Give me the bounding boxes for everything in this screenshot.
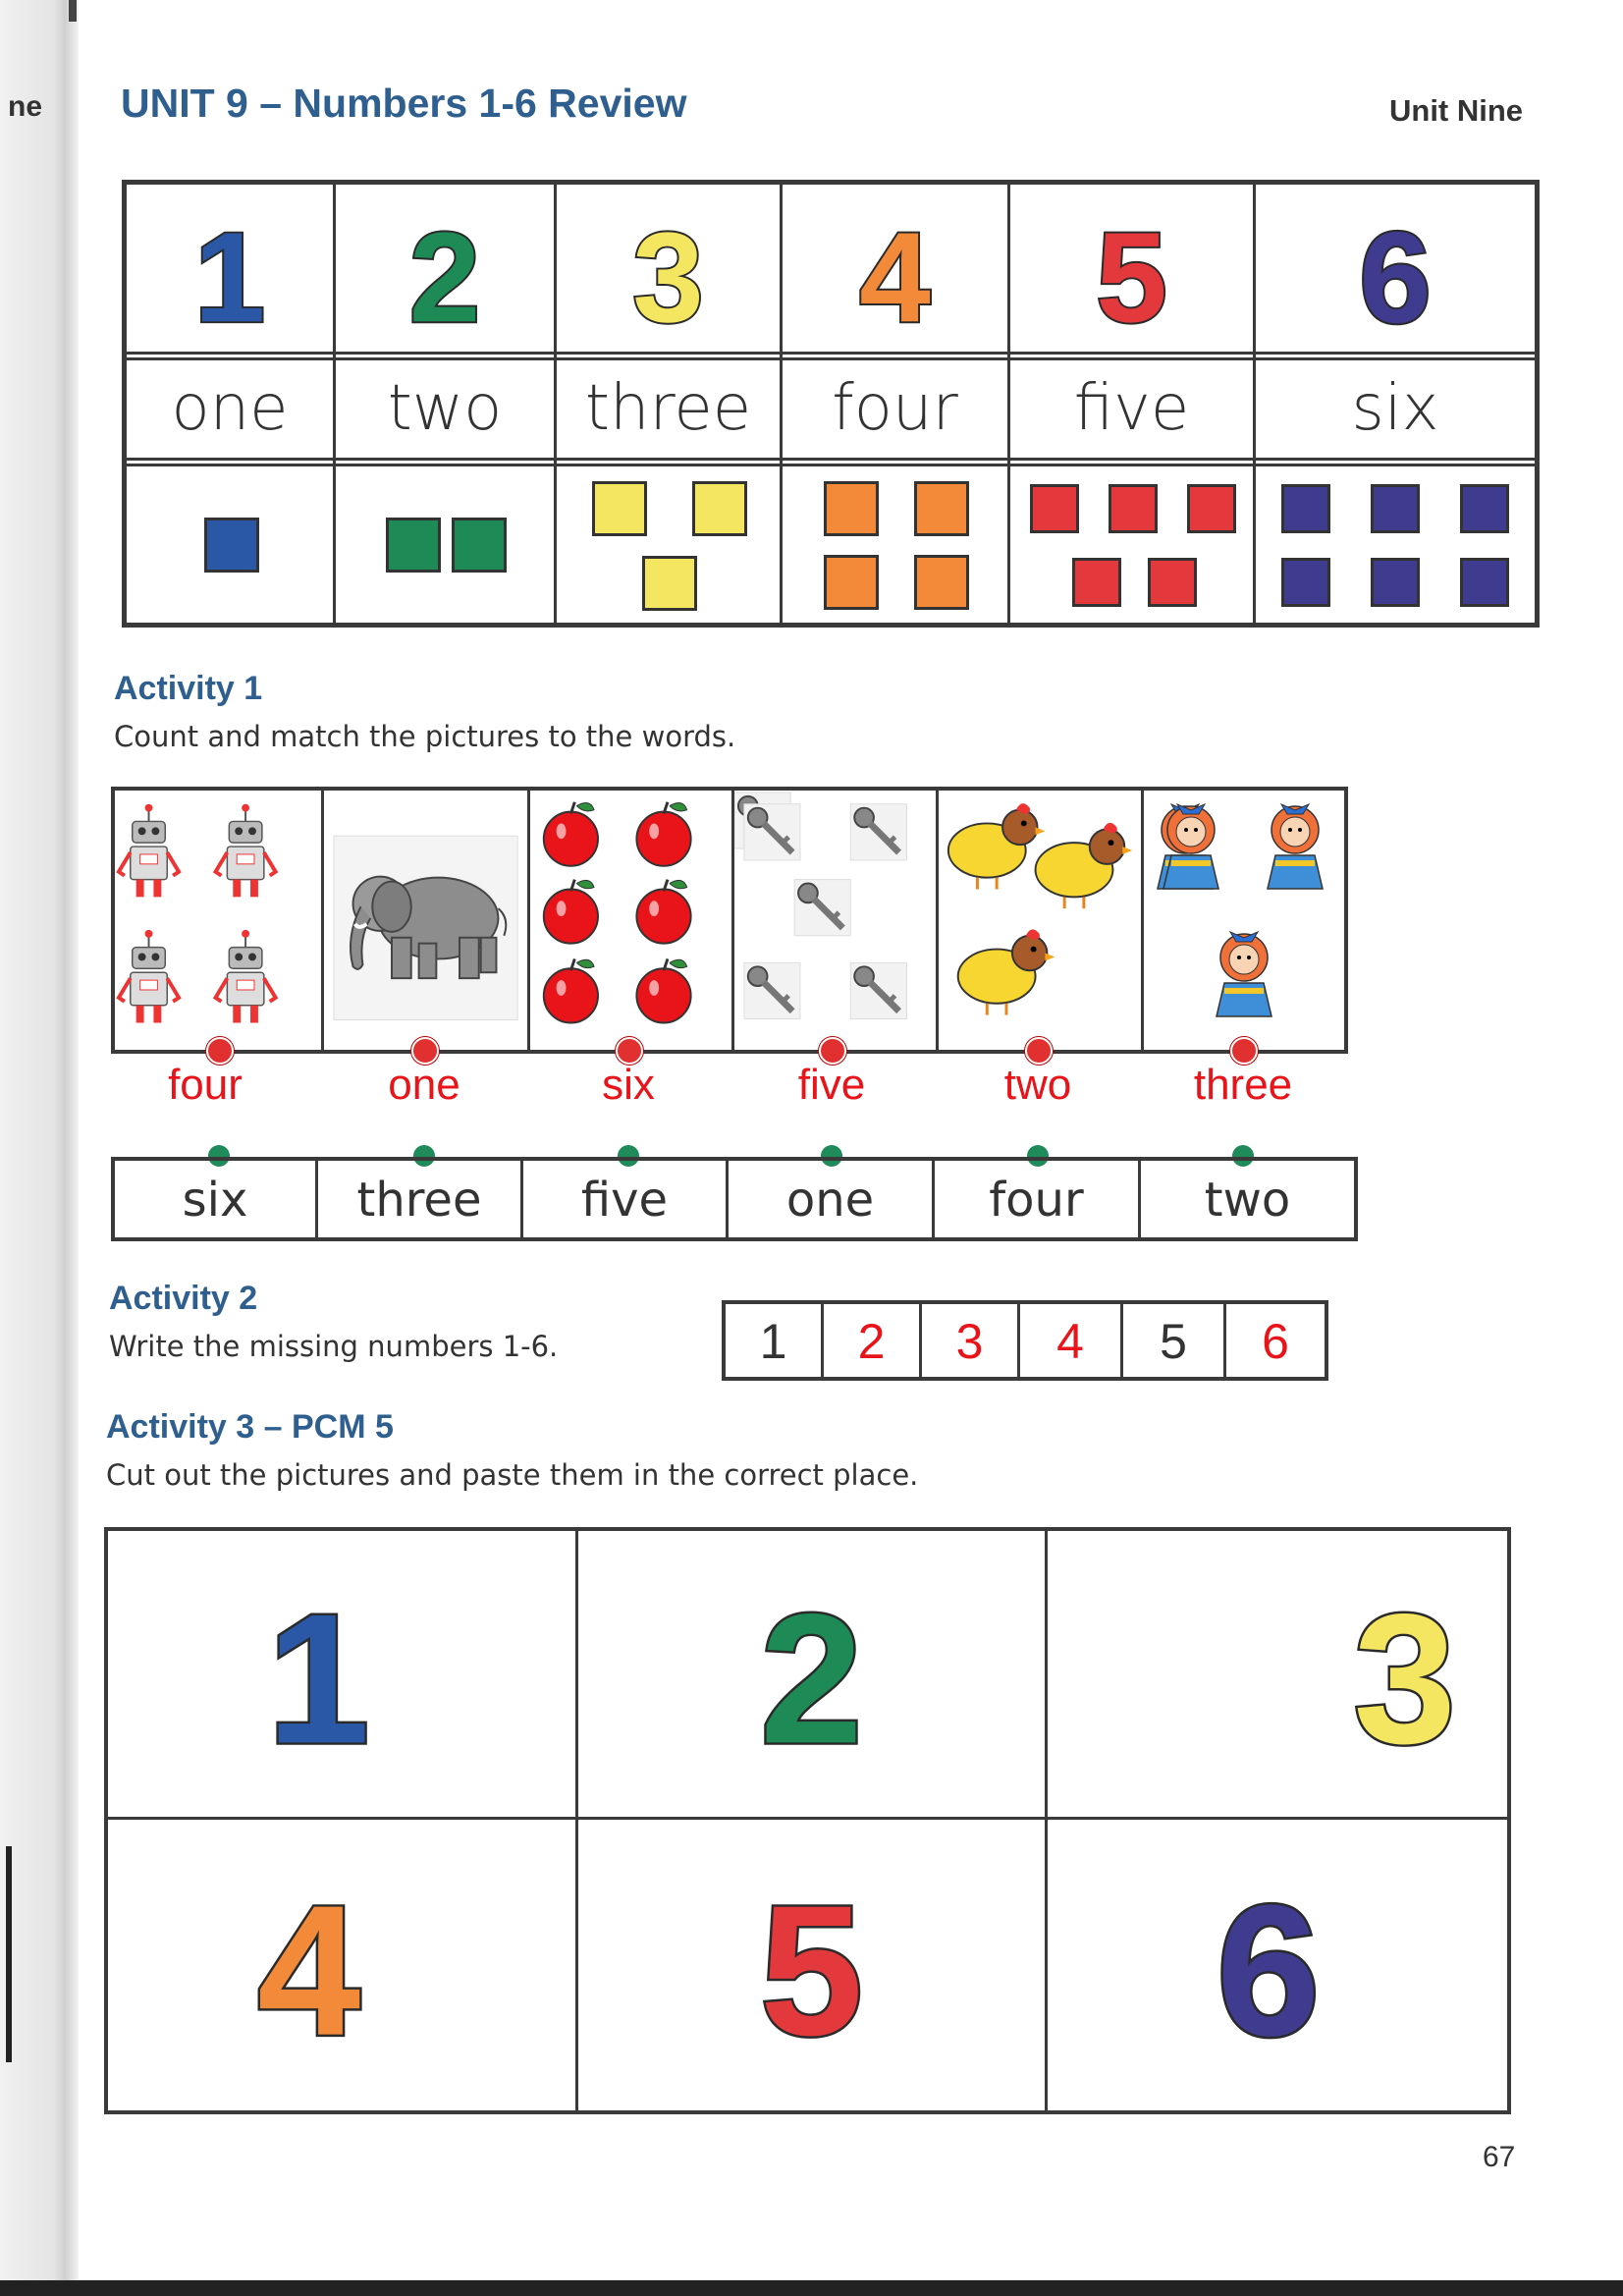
count-squares	[336, 466, 554, 623]
match-word: six	[115, 1161, 318, 1237]
digit-6	[1256, 185, 1535, 352]
picture-apples	[530, 791, 734, 1050]
match-word: two	[1204, 1173, 1291, 1228]
big-digit-5	[578, 1820, 1045, 2110]
count-square	[1281, 558, 1330, 607]
digit-3	[557, 185, 780, 352]
paste-cell-6[interactable]	[1048, 1820, 1507, 2110]
scan-mark	[69, 0, 77, 22]
paste-grid	[104, 1527, 1511, 2114]
svg-text:6: 6	[1216, 1867, 1321, 2076]
count-square	[914, 481, 969, 536]
count-square	[1371, 484, 1420, 533]
picture-dolls	[1144, 791, 1344, 1050]
count-squares	[783, 466, 1007, 623]
number-column-1	[127, 185, 336, 623]
match-word: one	[729, 1161, 935, 1237]
picture-hens	[939, 791, 1144, 1050]
count-squares	[1010, 466, 1253, 623]
activity1-instructions: Count and match the pictures to the words.	[114, 720, 736, 753]
count-square	[592, 481, 647, 536]
count-square	[1281, 484, 1330, 533]
handwritten-answer: two	[1003, 1061, 1072, 1109]
count-squares	[557, 466, 780, 623]
big-digit-1	[108, 1531, 575, 1817]
count-square	[642, 556, 697, 611]
handwritten-answer: six	[602, 1061, 655, 1109]
number-word: three	[584, 372, 752, 445]
count-square	[692, 481, 747, 536]
sequence-cell[interactable]: 6	[1262, 1314, 1289, 1369]
count-square	[914, 555, 969, 610]
activity2-instructions: Write the missing numbers 1-6.	[109, 1330, 559, 1363]
match-word: three	[318, 1161, 523, 1237]
paste-cell-5[interactable]	[578, 1820, 1048, 2110]
big-digit-6	[1048, 1820, 1507, 2110]
sequence-cell[interactable]: 5	[1123, 1304, 1226, 1377]
svg-text:4: 4	[859, 205, 931, 350]
svg-text:5: 5	[1096, 205, 1167, 350]
count-squares	[127, 466, 333, 623]
count-square	[1072, 558, 1121, 607]
number-column-4	[783, 185, 1010, 623]
picture-keys	[734, 791, 939, 1050]
count-square	[386, 518, 441, 573]
number-table	[122, 180, 1540, 628]
paste-cell-2[interactable]	[578, 1531, 1048, 1820]
number-column-5	[1010, 185, 1256, 623]
count-square	[1109, 484, 1158, 533]
handwritten-answer: three	[1193, 1061, 1293, 1109]
digit-2	[336, 185, 554, 352]
handwritten-answer: five	[797, 1061, 866, 1109]
number-word: one	[171, 372, 289, 445]
count-square	[204, 518, 259, 573]
svg-text:3: 3	[1353, 1575, 1456, 1782]
count-squares	[1256, 466, 1535, 623]
sequence-cell[interactable]: 3	[922, 1304, 1020, 1377]
activity2-title: Activity 2	[109, 1280, 258, 1317]
svg-text:5: 5	[760, 1867, 863, 2075]
digit-4	[783, 185, 1007, 352]
svg-text:4: 4	[257, 1867, 361, 2075]
word-row	[111, 1157, 1358, 1241]
paste-cell-1[interactable]	[108, 1531, 578, 1820]
count-square	[452, 518, 507, 573]
scan-edge	[0, 2280, 1623, 2296]
sequence-cell[interactable]: 2	[824, 1304, 922, 1377]
page-gutter	[0, 0, 79, 2296]
number-sequence-row	[722, 1300, 1328, 1381]
sequence-cell[interactable]: 4	[1020, 1304, 1123, 1377]
count-square	[1460, 558, 1509, 607]
match-word: four	[935, 1161, 1141, 1237]
count-square	[824, 481, 879, 536]
count-square	[1460, 484, 1509, 533]
number-column-6	[1256, 185, 1535, 623]
digit-5	[1010, 185, 1253, 352]
paste-cell-4[interactable]	[108, 1820, 578, 2110]
svg-text:1: 1	[193, 205, 266, 350]
count-square	[1148, 558, 1197, 607]
activity3-title: Activity 3 – PCM 5	[106, 1408, 394, 1446]
big-digit-2	[578, 1531, 1045, 1817]
number-word: four	[832, 372, 958, 445]
unit-label: Unit Nine	[1389, 93, 1524, 128]
count-square	[1371, 558, 1420, 607]
match-word: five	[523, 1161, 729, 1237]
svg-text:1: 1	[266, 1575, 370, 1782]
activity3-instructions: Cut out the pictures and paste them in the correct place.	[106, 1458, 919, 1492]
big-digit-4	[108, 1820, 575, 2110]
picture-elephant	[324, 791, 530, 1050]
svg-text:6: 6	[1359, 205, 1432, 350]
picture-row	[111, 787, 1348, 1054]
count-square	[824, 555, 879, 610]
page-title: UNIT 9 – Numbers 1-6 Review	[121, 81, 687, 126]
scan-mark	[6, 1846, 12, 2062]
number-column-2	[336, 185, 557, 623]
facing-page-text: ne	[8, 90, 43, 123]
activity1-title: Activity 1	[114, 670, 263, 707]
handwritten-answer: one	[388, 1061, 460, 1109]
number-word: six	[1351, 372, 1439, 445]
svg-text:3: 3	[632, 205, 704, 350]
sequence-cell[interactable]: 1	[726, 1304, 824, 1377]
svg-text:2: 2	[408, 205, 481, 350]
handwritten-answer: four	[168, 1061, 243, 1109]
digit-1	[127, 185, 333, 352]
picture-robots	[115, 791, 324, 1050]
number-word: five	[1073, 372, 1190, 445]
count-square	[1187, 484, 1236, 533]
count-square	[1030, 484, 1079, 533]
number-column-3	[557, 185, 783, 623]
big-digit-3	[1048, 1531, 1507, 1817]
page-number: 67	[1483, 2141, 1516, 2173]
paste-cell-3[interactable]	[1048, 1531, 1507, 1820]
number-word: two	[387, 372, 503, 445]
svg-text:2: 2	[760, 1575, 863, 1782]
